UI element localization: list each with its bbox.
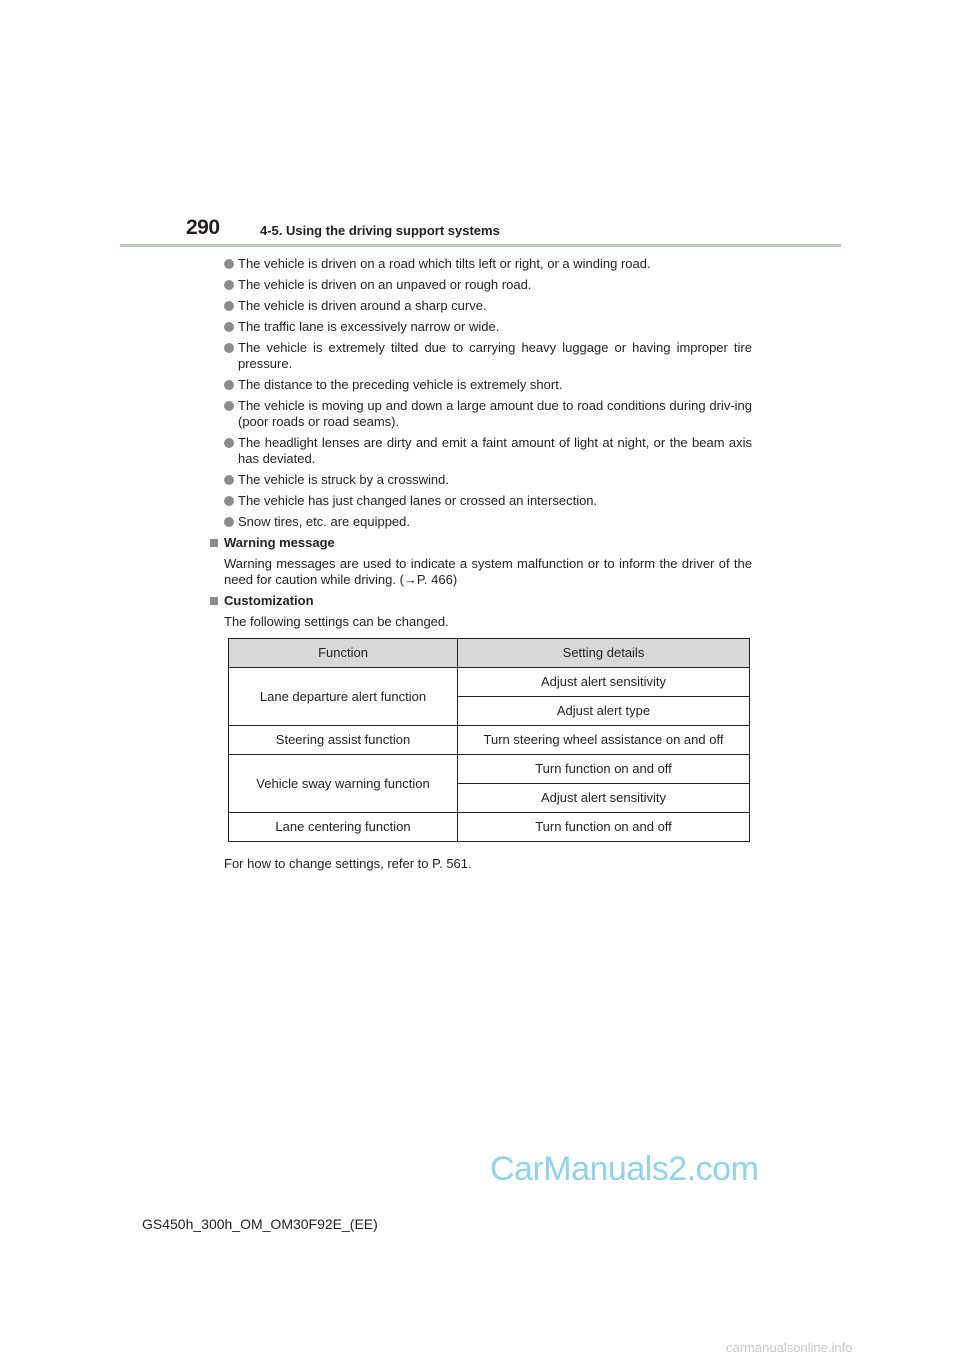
bullet-icon (224, 259, 234, 269)
detail-cell: Adjust alert sensitivity (458, 668, 750, 697)
list-item: The vehicle is extremely tilted due to carrying heavy luggage or having improper tire pressure. (224, 340, 752, 372)
bullet-icon (224, 438, 234, 448)
list-item: Snow tires, etc. are equipped. (224, 514, 752, 530)
bullet-icon (224, 322, 234, 332)
list-item: The distance to the preceding vehicle is extremely short. (224, 377, 752, 393)
detail-cell: Turn function on and off (458, 813, 750, 842)
square-bullet-icon (210, 539, 218, 547)
function-cell: Steering assist function (229, 726, 458, 755)
page-header (120, 214, 841, 246)
bullet-icon (224, 380, 234, 390)
detail-cell: Turn steering wheel assistance on and off (458, 726, 750, 755)
watermark-footer: carmanualsonline.info (726, 1340, 853, 1355)
customization-heading: Customization (210, 593, 752, 609)
list-item: The vehicle is moving up and down a large amount due to road conditions during driv-ing (poor roads or road seams). (224, 398, 752, 430)
function-cell: Vehicle sway warning function (229, 755, 458, 813)
table-header-row (229, 639, 750, 668)
page-number: 290 (186, 216, 220, 239)
bullet-icon (224, 517, 234, 527)
list-item: The vehicle is struck by a crosswind. (224, 472, 752, 488)
header-rule (120, 244, 841, 247)
square-bullet-icon (210, 597, 218, 605)
detail-cell: Turn function on and off (458, 755, 750, 784)
warning-text: Warning messages are used to indicate a system malfunction or to inform the driver of the need for caution while driving. (→P. 466) (224, 556, 752, 587)
table-row (229, 813, 750, 842)
detail-cell: Adjust alert type (458, 697, 750, 726)
customization-intro: The following settings can be changed. (224, 614, 449, 629)
column-header-details: Setting details (458, 639, 750, 668)
page-content (224, 256, 752, 872)
settings-table (228, 638, 750, 842)
bullet-icon (224, 343, 234, 353)
bullet-icon (224, 280, 234, 290)
function-cell: Lane departure alert function (229, 668, 458, 726)
bullet-icon (224, 401, 234, 411)
function-cell: Lane centering function (229, 813, 458, 842)
list-item: The vehicle is driven around a sharp curve. (224, 298, 752, 314)
list-item: The vehicle is driven on an unpaved or rough road. (224, 277, 752, 293)
list-item: The headlight lenses are dirty and emit a faint amount of light at night, or the beam axis has deviated. (224, 435, 752, 467)
bullet-icon (224, 496, 234, 506)
list-item: The vehicle is driven on a road which tilts left or right, or a winding road. (224, 256, 752, 272)
section-title: 4-5. Using the driving support systems (260, 223, 500, 238)
list-item: The vehicle has just changed lanes or crossed an intersection. (224, 493, 752, 509)
bullet-icon (224, 475, 234, 485)
warning-heading: Warning message (210, 535, 752, 551)
list-item: The traffic lane is excessively narrow or wide. (224, 319, 752, 335)
condition-list (224, 256, 752, 530)
table-row (229, 755, 750, 784)
table-row (229, 726, 750, 755)
document-id: GS450h_300h_OM_OM30F92E_(EE) (142, 1216, 378, 1232)
column-header-function: Function (229, 639, 458, 668)
detail-cell: Adjust alert sensitivity (458, 784, 750, 813)
table-row (229, 668, 750, 697)
watermark-logo: CarManuals2.com (490, 1150, 759, 1188)
settings-reference: For how to change settings, refer to P. 561. (224, 856, 472, 871)
bullet-icon (224, 301, 234, 311)
